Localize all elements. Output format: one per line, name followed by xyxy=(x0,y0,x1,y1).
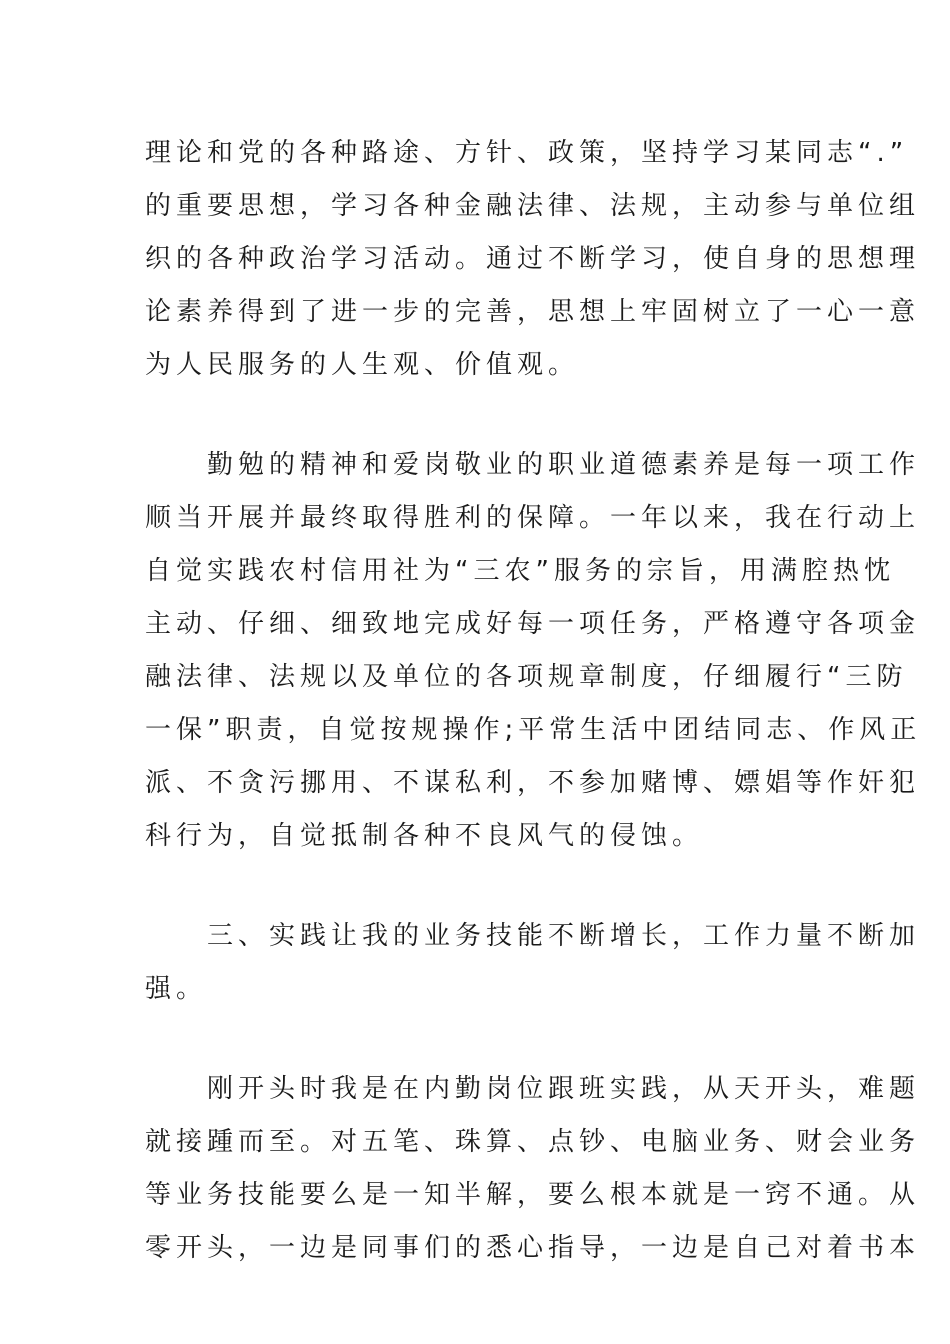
paragraph-gap xyxy=(145,392,810,439)
text-line: 的重要思想，学习各种金融法律、法规，主动参与单位组 xyxy=(145,191,921,221)
paragraph xyxy=(145,439,922,863)
text-line: 勤勉的精神和爱岗敬业的职业道德素养是每一项工作 xyxy=(145,450,921,480)
text-line: 主动、仔细、细致地完成好每一项任务，严格遵守各项金 xyxy=(145,609,921,639)
text-line: 零开头，一边是同事们的悉心指导，一边是自己对着书本 xyxy=(145,1233,921,1263)
text-line: 顺当开展并最终取得胜利的保障。一年以来，我在行动上 xyxy=(145,503,921,533)
text-line: 就接踵而至。对五笔、珠算、点钞、电脑业务、财会业务 xyxy=(145,1127,921,1157)
paragraph xyxy=(145,1063,921,1275)
text-line: 科行为，自觉抵制各种不良风气的侵蚀。 xyxy=(145,821,704,851)
text-line: 刚开头时我是在内勤岗位跟班实践，从天开头，难题 xyxy=(145,1074,921,1104)
text-line: 一保”职责，自觉按规操作;平常生活中团结同志、作风正 xyxy=(145,715,922,745)
text-line: 派、不贪污挪用、不谋私利，不参加赌博、嫖娼等作奸犯 xyxy=(145,768,921,798)
text-line: 自觉实践农村信用社为“三农”服务的宗旨，用满腔热忱 xyxy=(145,556,895,586)
text-line: 融法律、法规以及单位的各项规章制度，仔细履行“三防 xyxy=(145,662,908,692)
text-line: 论素养得到了进一步的完善，思想上牢固树立了一心一意 xyxy=(145,297,921,327)
section-heading xyxy=(145,910,921,1016)
text-line: 织的各种政治学习活动。通过不断学习，使自身的思想理 xyxy=(145,244,921,274)
paragraph-gap xyxy=(145,1016,810,1063)
text-line: 三、实践让我的业务技能不断增长，工作力量不断加 xyxy=(145,921,921,951)
text-line: 等业务技能要么是一知半解，要么根本就是一窍不通。从 xyxy=(145,1180,921,1210)
document-body xyxy=(145,127,922,1275)
text-line: 强。 xyxy=(145,974,208,1004)
paragraph xyxy=(145,127,921,392)
paragraph-gap xyxy=(145,863,810,910)
text-line: 为人民服务的人生观、价值观。 xyxy=(145,350,580,380)
text-line: 理论和党的各种路途、方针、政策，坚持学习某同志“.” xyxy=(145,138,909,168)
